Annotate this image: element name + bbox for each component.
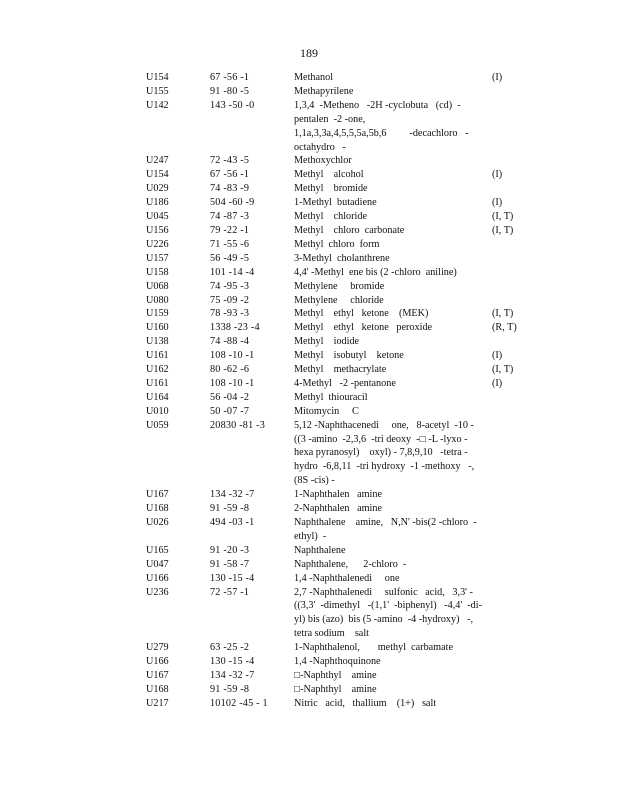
hazard-code: [492, 391, 536, 405]
substance-name: [294, 335, 492, 349]
waste-code: U047: [146, 558, 169, 570]
hazard-code: [492, 641, 536, 655]
substance-name-line: Naphthalene: [294, 544, 346, 556]
substance-name: [294, 294, 492, 308]
substance-name-line: ethyl) -: [294, 530, 327, 542]
table-row: [146, 294, 536, 308]
cas-number: 72 -43 -5: [210, 155, 250, 167]
waste-code: U247: [146, 155, 169, 167]
substance-name: [294, 252, 492, 266]
hazard-code: [492, 294, 536, 308]
waste-code: U166: [146, 572, 169, 584]
table-row: [146, 349, 536, 363]
substance-name-line: ((3,3' -dimethyl -(1,1' -biphenyl) -4,4' -di-: [294, 600, 482, 612]
waste-code: U161: [146, 377, 169, 389]
table-row: [146, 321, 536, 335]
cas-number: 75 -09 -2: [210, 294, 250, 306]
table-row: [146, 377, 536, 391]
substance-name-line: Methanol: [294, 72, 334, 83]
substance-name: [294, 405, 492, 419]
hazard-code: [492, 419, 536, 489]
hazard-code: [492, 655, 536, 669]
cas-number: 74 -83 -9: [210, 183, 250, 195]
hazard-code: [492, 99, 536, 155]
hazard-code: [492, 405, 536, 419]
cas-number: 72 -57 -1: [210, 586, 250, 598]
cas-number: 67 -56 -1: [210, 72, 250, 83]
waste-code: U154: [146, 72, 169, 83]
table-row: [146, 154, 536, 168]
cas-number: 74 -95 -3: [210, 280, 250, 292]
substance-name: [294, 391, 492, 405]
table-row: [146, 655, 536, 669]
substance-name: [294, 544, 492, 558]
hazard-code: [492, 669, 536, 683]
hazard-code: [492, 544, 536, 558]
hazard-code: (I): [492, 350, 503, 362]
waste-code: U010: [146, 405, 169, 417]
cas-number: 80 -62 -6: [210, 364, 250, 376]
waste-code: U236: [146, 586, 169, 598]
substance-name-line: Naphthalene, 2-chloro -: [294, 558, 407, 570]
hazard-code: [492, 572, 536, 586]
hazard-code: (I, T): [492, 224, 514, 236]
substance-name: [294, 572, 492, 586]
substance-name-line: Naphthalene amine, N,N' -bis(2 -chloro -: [294, 517, 477, 528]
hazard-code: (I): [492, 72, 503, 83]
substance-name-line: 1,4 -Naphthoquinone: [294, 656, 381, 668]
substance-name-line: 1,4 -Naphthalenedi one: [294, 572, 400, 584]
substance-name: [294, 502, 492, 516]
waste-code: U029: [146, 183, 169, 195]
cas-number: 108 -10 -1: [210, 377, 255, 389]
waste-code: U166: [146, 656, 169, 668]
substance-name-line: 4,4' -Methyl ene bis (2 -chloro aniline): [294, 266, 457, 278]
substance-name-line: Methoxychlor: [294, 155, 352, 167]
substance-name-line: Methyl thiouracil: [294, 391, 368, 403]
substance-name: [294, 641, 492, 655]
cas-number: 67 -56 -1: [210, 169, 250, 181]
substance-name-line: Methyl alcohol: [294, 169, 364, 181]
substance-name: [294, 99, 492, 155]
substance-name-line: Methyl chloro carbonate: [294, 224, 405, 236]
substance-name: [294, 71, 492, 85]
substance-name-line: hexa pyranosyl) oxyl) - 7,8,9,10 -tetra -: [294, 447, 468, 459]
waste-code: U158: [146, 266, 169, 278]
substance-name-line: □-Naphthyl amine: [294, 683, 377, 695]
hazard-code: [492, 335, 536, 349]
waste-code: U068: [146, 280, 169, 292]
substance-name-line: tetra sodium salt: [294, 628, 369, 640]
substance-name-line: yl) bis (azo) bis (5 -amino -4 -hydroxy) -,: [294, 614, 474, 626]
hazard-code: [492, 558, 536, 572]
cas-number: 71 -55 -6: [210, 238, 250, 250]
table-row: [146, 168, 536, 182]
substance-name-line: pentalen -2 -one,: [294, 113, 366, 125]
waste-code: U142: [146, 99, 169, 111]
table-row: [146, 252, 536, 266]
table-row: [146, 669, 536, 683]
cas-number: 91 -59 -8: [210, 503, 250, 515]
table-row: [146, 683, 536, 697]
hazard-code: (I): [492, 197, 503, 209]
substance-name: [294, 683, 492, 697]
cas-number: 91 -59 -8: [210, 683, 250, 695]
substance-name-line: 1-Naphthalen amine: [294, 489, 382, 501]
substance-name: [294, 182, 492, 196]
substance-name: [294, 321, 492, 335]
table-row: [146, 307, 536, 321]
substance-name-line: hydro -6,8,11 -tri hydroxy -1 -methoxy -,: [294, 461, 475, 473]
cas-number: 74 -88 -4: [210, 336, 250, 348]
substance-name: [294, 280, 492, 294]
substance-name-line: 3-Methyl cholanthrene: [294, 252, 390, 264]
cas-number: 108 -10 -1: [210, 350, 255, 362]
substance-name: [294, 307, 492, 321]
substance-name: [294, 85, 492, 99]
cas-number: 74 -87 -3: [210, 211, 250, 223]
cas-number: 10102 -45 - 1: [210, 697, 268, 709]
waste-code: U155: [146, 85, 169, 97]
hazard-code: [492, 182, 536, 196]
substance-name: [294, 377, 492, 391]
substance-name: [294, 196, 492, 210]
substance-name: [294, 154, 492, 168]
substance-name-line: Methyl ethyl ketone (MEK): [294, 308, 429, 320]
substance-name-line: 4-Methyl -2 -pentanone: [294, 377, 396, 389]
hazard-code: (I, T): [492, 364, 514, 376]
hazard-code: [492, 85, 536, 99]
substance-name: [294, 655, 492, 669]
table-row: [146, 697, 536, 711]
cas-number: 63 -25 -2: [210, 642, 250, 654]
substance-name-line: Methylene chloride: [294, 294, 384, 306]
waste-code: U164: [146, 391, 169, 403]
table-row: [146, 572, 536, 586]
waste-code: U168: [146, 683, 169, 695]
hazard-code: (I): [492, 169, 503, 181]
hazard-code: (R, T): [492, 322, 517, 334]
substance-name-line: 2-Naphthalen amine: [294, 503, 382, 515]
waste-code: U165: [146, 544, 169, 556]
substance-name: [294, 419, 492, 489]
table-row: [146, 85, 536, 99]
cas-number: 494 -03 -1: [210, 517, 255, 528]
substance-name-line: 1-Methyl butadiene: [294, 197, 377, 209]
substance-name-line: 5,12 -Naphthacenedi one, 8-acetyl -10 -: [294, 419, 474, 431]
substance-name-line: (8S -cis) -: [294, 475, 335, 487]
waste-code: U157: [146, 252, 169, 264]
substance-name-line: Methapyrilene: [294, 85, 354, 97]
waste-code: U167: [146, 669, 169, 681]
waste-code: U059: [146, 419, 169, 431]
waste-code: U160: [146, 322, 169, 334]
hazard-code: (I, T): [492, 308, 514, 320]
substance-name: [294, 266, 492, 280]
substance-name-line: Mitomycin C: [294, 405, 359, 417]
waste-code: U168: [146, 503, 169, 515]
table-row: [146, 238, 536, 252]
substance-name-line: □-Naphthyl amine: [294, 669, 377, 681]
table-row: [146, 196, 536, 210]
substance-name: [294, 697, 492, 711]
hazard-code: [492, 154, 536, 168]
substance-name-line: 1,3,4 -Metheno -2H -cyclobuta (cd) -: [294, 99, 461, 111]
cas-number: 504 -60 -9: [210, 197, 255, 209]
cas-number: 91 -80 -5: [210, 85, 250, 97]
waste-code: U167: [146, 489, 169, 501]
cas-number: 56 -04 -2: [210, 391, 250, 403]
hazard-code: [492, 252, 536, 266]
table-row: [146, 280, 536, 294]
substance-name: [294, 210, 492, 224]
waste-code: U080: [146, 294, 169, 306]
cas-number: 79 -22 -1: [210, 224, 250, 236]
cas-number: 1338 -23 -4: [210, 322, 260, 334]
substance-name: [294, 516, 492, 544]
waste-code: U186: [146, 197, 169, 209]
waste-code-table: [146, 71, 536, 711]
waste-code: U154: [146, 169, 169, 181]
table-row: [146, 71, 536, 85]
cas-number: 91 -20 -3: [210, 544, 250, 556]
hazard-code: [492, 586, 536, 642]
waste-code: U162: [146, 364, 169, 376]
table-row: [146, 502, 536, 516]
substance-name-line: Methyl bromide: [294, 183, 368, 195]
substance-name-line: 2,7 -Naphthalenedi sulfonic acid, 3,3' -: [294, 586, 473, 598]
substance-name-line: ((3 -amino -2,3,6 -tri deoxy -□ -L -lyxo -: [294, 433, 468, 445]
table-row: [146, 99, 536, 155]
substance-name: [294, 558, 492, 572]
substance-name: [294, 363, 492, 377]
substance-name-line: Methyl iodide: [294, 336, 360, 348]
table-row: [146, 210, 536, 224]
cas-number: 130 -15 -4: [210, 656, 255, 668]
hazard-code: [492, 516, 536, 544]
substance-name: [294, 488, 492, 502]
table-row: [146, 266, 536, 280]
cas-number: 143 -50 -0: [210, 99, 255, 111]
table-row: [146, 335, 536, 349]
substance-name-line: Methylene bromide: [294, 280, 385, 292]
table-row: [146, 516, 536, 544]
table-row: [146, 419, 536, 489]
table-row: [146, 488, 536, 502]
table-row: [146, 224, 536, 238]
hazard-code: [492, 238, 536, 252]
waste-code: U138: [146, 336, 169, 348]
substance-name: [294, 586, 492, 642]
waste-code: U156: [146, 224, 169, 236]
table-row: [146, 363, 536, 377]
table-row: [146, 558, 536, 572]
waste-code: U161: [146, 350, 169, 362]
substance-name: [294, 168, 492, 182]
cas-number: 50 -07 -7: [210, 405, 250, 417]
cas-number: 91 -58 -7: [210, 558, 250, 570]
page-number: 189: [300, 46, 318, 60]
cas-number: 20830 -81 -3: [210, 419, 266, 431]
substance-name-line: Methyl methacrylate: [294, 364, 387, 376]
hazard-code: [492, 697, 536, 711]
table-row: [146, 182, 536, 196]
substance-name: [294, 349, 492, 363]
table-row: [146, 586, 536, 642]
waste-code: U026: [146, 517, 169, 528]
substance-name-line: Methyl isobutyl ketone: [294, 350, 404, 362]
table-row: [146, 405, 536, 419]
waste-code: U045: [146, 211, 169, 223]
substance-name-line: Methyl ethyl ketone peroxide: [294, 322, 433, 334]
waste-code: U279: [146, 642, 169, 654]
table-row: [146, 544, 536, 558]
hazard-code: [492, 266, 536, 280]
hazard-code: [492, 683, 536, 697]
cas-number: 134 -32 -7: [210, 669, 255, 681]
cas-number: 56 -49 -5: [210, 252, 250, 264]
substance-name: [294, 238, 492, 252]
waste-code: U217: [146, 697, 169, 709]
substance-name-line: 1,1a,3,3a,4,5,5,5a,5b,6 -decachloro -: [294, 127, 469, 139]
hazard-code: (I): [492, 377, 503, 389]
cas-number: 101 -14 -4: [210, 266, 255, 278]
hazard-code: [492, 280, 536, 294]
substance-name-line: Methyl chloro form: [294, 238, 380, 250]
hazard-code: (I, T): [492, 211, 514, 223]
substance-name-line: 1-Naphthalenol, methyl carbamate: [294, 642, 453, 654]
hazard-code: [492, 488, 536, 502]
substance-name-line: octahydro -: [294, 141, 346, 153]
hazard-code: [492, 502, 536, 516]
cas-number: 130 -15 -4: [210, 572, 255, 584]
table-row: [146, 641, 536, 655]
waste-code: U226: [146, 238, 169, 250]
substance-name: [294, 669, 492, 683]
cas-number: 134 -32 -7: [210, 489, 255, 501]
table-row: [146, 391, 536, 405]
substance-name-line: Nitric acid, thallium (1+) salt: [294, 697, 437, 709]
waste-code: U159: [146, 308, 169, 320]
substance-name: [294, 224, 492, 238]
cas-number: 78 -93 -3: [210, 308, 250, 320]
substance-name-line: Methyl chloride: [294, 211, 367, 223]
